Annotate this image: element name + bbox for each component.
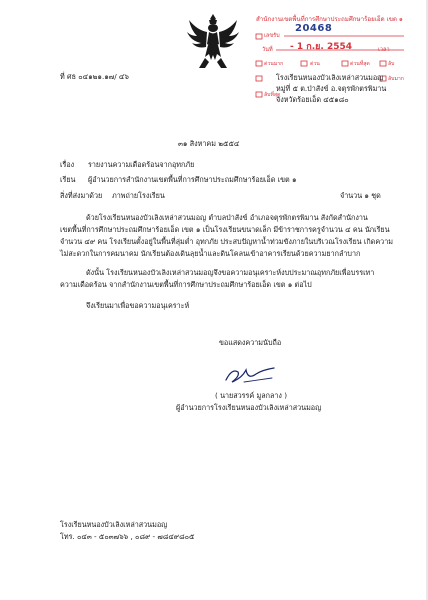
body-paragraph-line: ความเดือดร้อน จากสำนักงานเขตพื้นที่การศึกษาประถมศึกษาร้อยเอ็ด เขต ๑ ต่อไป xyxy=(60,280,312,289)
sender-address-line: หมู่ที่ ๕ ต.ป่าสังข์ อ.จตุรพักตรพิมาน xyxy=(276,84,387,93)
subject-label: เรื่อง xyxy=(60,160,75,169)
stamp-option: ด่วนที่สุด xyxy=(350,61,370,67)
body-paragraph-line: จำนวน ๔๙ คน โรงเรียนตั้งอยู่ในพื้นที่ลุ่มต่ำ อุทกภัย ประสบปัญหาน้ำท่วมขังภายในบริเวณโรงเรียน เกิดความ xyxy=(60,237,393,246)
body-paragraph-line: ไม่สะดวกในการคมนาคม นักเรียนต้องเดินลุยน้ำและดินโคลนเข้าอาคารเรียนด้วยความยากลำบาก xyxy=(60,249,361,258)
stamp-option: ลับมาก xyxy=(388,76,404,82)
reference-number: ที่ ศธ ๐๔๑๒๑.๑๗/ ๔๖ xyxy=(60,72,129,81)
stamp-option: ลับ xyxy=(388,61,395,67)
recipient-label: เรียน xyxy=(60,175,76,184)
enclosure-quantity: จำนวน ๑ ชุด xyxy=(340,191,381,200)
enclosure-text: ภาพถ่ายโรงเรียน xyxy=(112,191,165,200)
body-paragraph-line: ดังนั้น โรงเรียนหนองบัวเลิงเหล่าสวนมอญจึงขอความอนุเคราะห์งบประมาณอุทกภัยเพื่อบรรเทา xyxy=(86,268,375,277)
recipient-text: ผู้อำนวยการสำนักงานเขตพื้นที่การศึกษาประถมศึกษาร้อยเอ็ด เขต ๑ xyxy=(88,175,297,184)
handwritten-signature xyxy=(222,364,278,386)
stamp-option: ลับที่สุด xyxy=(264,92,281,98)
stamp-receive-label: เลขรับ xyxy=(264,33,280,39)
stamp-option: ด่วนมาก xyxy=(264,61,284,67)
body-paragraph-line: ด้วยโรงเรียนหนองบัวเลิงเหล่าสวนมอญ ตำบลป่าสังข์ อำเภอจตุรพักตรพิมาน สังกัดสำนักงาน xyxy=(86,213,368,222)
stamp-option: ด่วน xyxy=(310,61,320,67)
sender-name: โรงเรียนหนองบัวเลิงเหล่าสวนมอญ xyxy=(276,73,384,82)
sender-address-line: จังหวัดร้อยเอ็ด ๔๕๑๘๐ xyxy=(276,95,349,104)
body-paragraph-line: เขตพื้นที่การศึกษาประถมศึกษาร้อยเอ็ด เขต ๑ เป็นโรงเรียนขนาดเล็ก มีข้าราชการครูจำนวน ๔ คน นักเรียน xyxy=(60,225,390,234)
garuda-emblem xyxy=(183,12,243,70)
letter-date: ๓๑ สิงหาคม ๒๕๕๔ xyxy=(178,139,240,148)
closing-phrase: ขอแสดงความนับถือ xyxy=(219,338,282,347)
stamp-receive-number: 20468 xyxy=(295,23,333,34)
stamp-office: สำนักงานเขตพื้นที่การศึกษาประถมศึกษาร้อยเอ็ด เขต ๑ xyxy=(256,16,403,23)
footer-phone: โทร. ๐๔๓ - ๕๐๓๗๖๖ , ๐๘๙ - ๗๘๔๙๘๐๕ xyxy=(60,532,195,541)
enclosure-label: สิ่งที่ส่งมาด้วย xyxy=(60,191,103,200)
footer-school-name: โรงเรียนหนองบัวเลิงเหล่าสวนมอญ xyxy=(60,520,168,529)
signer-title: ผู้อำนวยการโรงเรียนหนองบัวเลิงเหล่าสวนมอญ xyxy=(176,403,322,412)
stamp-date-label: วันที่ xyxy=(262,47,273,53)
signer-name: ( นายสวรรค์ มูลกลาง ) xyxy=(215,391,288,400)
subject-text: รายงานความเดือดร้อนจากอุทกภัย xyxy=(88,160,195,169)
stamp-time-label: เวลา xyxy=(378,47,390,53)
request-sentence: จึงเรียนมาเพื่อขอความอนุเคราะห์ xyxy=(86,301,190,310)
stamp-date-value: - 1 ก.ย. 2554 xyxy=(290,42,353,52)
